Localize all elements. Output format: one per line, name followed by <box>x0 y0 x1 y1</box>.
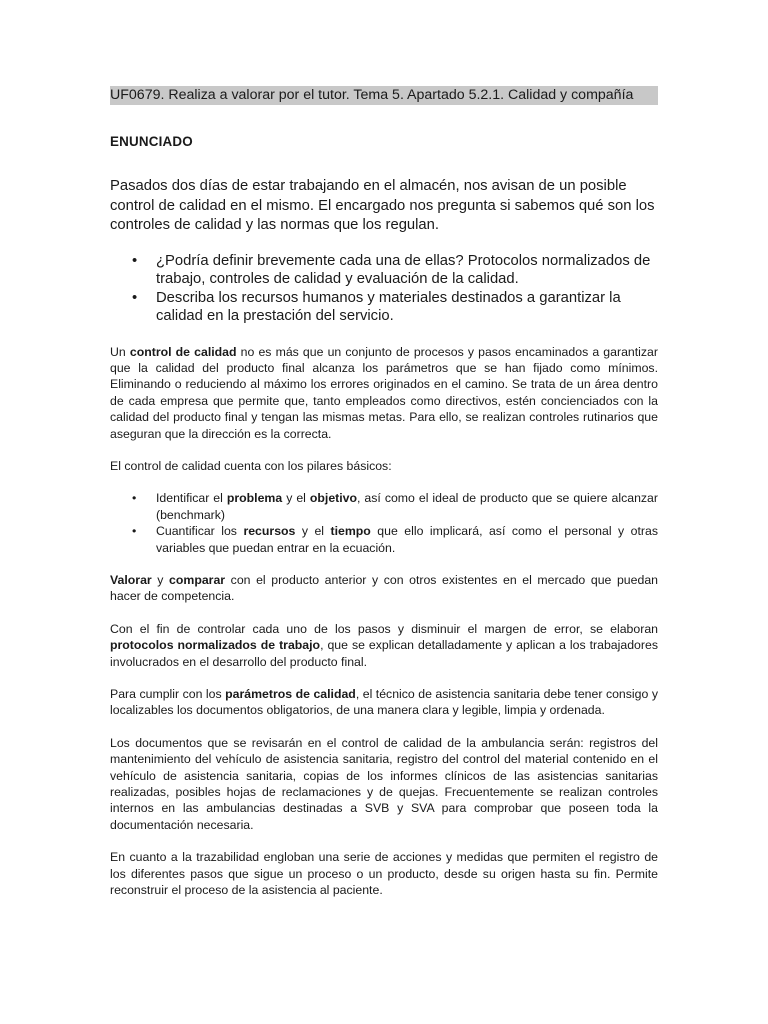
paragraph-trazabilidad: En cuanto a la trazabilidad engloban una serie de acciones y medidas que permiten el registro de los diferentes pasos que sigue un proceso o un producto, desde su origen hasta su fin. Permite reconstruir el proceso de la asistencia al paciente. <box>110 850 658 898</box>
list-item: • Cuantificar los recursos y el tiempo que ello implicará, así como el personal y otras variables que puedan entrar en la ecuación. <box>132 524 658 555</box>
bullet-icon: • <box>132 289 138 306</box>
document-page <box>110 86 658 898</box>
document-header: UF0679. Realiza a valorar por el tutor. Tema 5. Apartado 5.2.1. Calidad y compañía <box>110 86 658 105</box>
list-item: • Describa los recursos humanos y materiales destinados a garantizar la calidad en la prestación del servicio. <box>132 289 621 324</box>
intro-paragraph: Pasados dos días de estar trabajando en el almacén, nos avisan de un posible control de calidad en el mismo. El encargado nos pregunta si sabemos qué son los controles de calidad y las normas que los regulan. <box>110 178 655 233</box>
paragraph-protocolos: Con el fin de controlar cada uno de los pasos y disminuir el margen de error, se elaboran protocolos normalizados de trabajo, que se explican detalladamente y aplican a los trabajadores involucrados en el desarrollo del producto final. <box>110 621 658 669</box>
paragraph-parametros: Para cumplir con los parámetros de calidad, el técnico de asistencia sanitaria debe tener consigo y localizables los documentos obligatorios, de una manera clara y legible, limpia y ordenada. <box>110 687 658 718</box>
question-list <box>110 252 658 326</box>
paragraph-pilares: El control de calidad cuenta con los pilares básicos: <box>110 458 392 473</box>
section-heading: ENUNCIADO <box>110 134 193 149</box>
bullet-icon: • <box>132 491 137 506</box>
paragraph-documentos: Los documentos que se revisarán en el control de calidad de la ambulancia serán: registros del mantenimiento del vehículo de asistencia sanitaria, registro del control del material contenido en el vehículo de asistencia sanitaria, copias de los informes clínicos de las asistencias sanitarias realizadas, posibles hojas de reclamaciones y de quejas. Frecuentemente se realizan controles internos en las ambulancias destinadas a SVB y SVA para comprobar que poseen toda la documentación necesaria. <box>110 735 658 832</box>
paragraph-valorar: Valorar y comparar con el producto anterior y con otros existentes en el mercado que puedan hacer de competencia. <box>110 572 658 604</box>
bullet-icon: • <box>132 524 137 539</box>
bullet-icon: • <box>132 252 138 269</box>
pillars-list <box>110 490 658 556</box>
list-item: • Identificar el problema y el objetivo, así como el ideal de producto que se quiere alcanzar (benchmark) <box>132 491 658 522</box>
paragraph-control-calidad: Un control de calidad no es más que un conjunto de procesos y pasos encaminados a garantizar que la calidad del producto final alcanza los parámetros que se han fijado como mínimos. Eliminando o reduciendo al máximo los errores originados en el camino. Se trata de un área dentro de cada empresa que permite que, tanto empleados como directivos, estén concienciados con la calidad del producto final y tengan las mismas metas. Para ello, se realizan controles rutinarios que aseguran que la dirección es la correcta. <box>110 344 658 441</box>
list-item: • ¿Podría definir brevemente cada una de ellas? Protocolos normalizados de trabajo, controles de calidad y evaluación de la calidad. <box>132 252 651 287</box>
